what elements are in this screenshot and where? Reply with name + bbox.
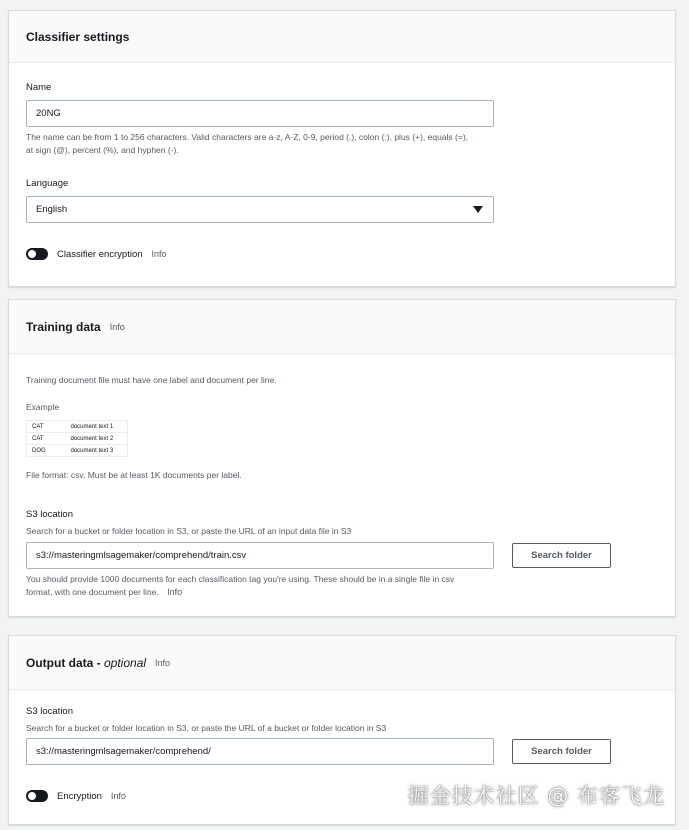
name-label: Name bbox=[26, 82, 52, 93]
training-search-folder-button[interactable]: Search folder bbox=[512, 543, 611, 568]
table-row bbox=[27, 421, 128, 433]
table-row bbox=[27, 433, 128, 445]
output-s3-label: S3 location bbox=[26, 706, 74, 717]
training-s3-note-info-link[interactable]: Info bbox=[167, 587, 183, 597]
output-data-title bbox=[26, 656, 146, 670]
training-s3-note-line1: You should provide 1000 documents for each classification tag you're using. These should be in a single file in csv bbox=[26, 574, 455, 584]
output-s3-hint: Search for a bucket or folder location in S3, or paste the URL of a bucket or folder location in S3 bbox=[26, 723, 387, 733]
training-data-description: Training document file must have one label and document per line. bbox=[26, 375, 277, 385]
training-s3-input[interactable]: s3://masteringmlsagemaker/comprehend/train.csv bbox=[26, 542, 494, 569]
training-s3-hint: Search for a bucket or folder location in S3, or paste the URL of an input data file in S3 bbox=[26, 526, 352, 536]
training-s3-note-line2-text: format, with one document per line. bbox=[26, 587, 159, 597]
file-format-text: File format: csv. Must be at least 1K documents per label. bbox=[26, 470, 242, 480]
classifier-settings-title: Classifier settings bbox=[26, 29, 130, 44]
name-hint-line1: The name can be from 1 to 256 characters. Valid characters are a-z, A-Z, 0-9, period (.), colon (:), plus (+), equals (=), bbox=[26, 132, 469, 142]
classifier-encryption-label: Classifier encryption bbox=[57, 248, 143, 260]
training-data-panel bbox=[8, 299, 676, 617]
output-data-header bbox=[9, 636, 675, 690]
output-data-title-main: Output data - bbox=[26, 655, 104, 670]
example-cell-label: CAT bbox=[27, 433, 66, 445]
language-selected-value: English bbox=[36, 204, 68, 215]
classifier-settings-header bbox=[9, 11, 675, 63]
example-cell-label: CAT bbox=[27, 421, 66, 433]
caret-down-icon bbox=[473, 206, 483, 213]
training-s3-label: S3 location bbox=[26, 509, 74, 520]
classifier-settings-panel bbox=[8, 10, 676, 287]
name-hint-line2: at sign (@), percent (%), and hyphen (-). bbox=[26, 145, 179, 155]
name-input[interactable]: 20NG bbox=[26, 100, 494, 127]
example-table bbox=[26, 420, 128, 457]
output-data-info-link[interactable]: Info bbox=[155, 657, 171, 668]
language-label: Language bbox=[26, 178, 69, 189]
output-encryption-label: Encryption bbox=[57, 790, 102, 802]
training-data-title: Training data bbox=[26, 319, 101, 334]
classifier-encryption-row bbox=[26, 248, 167, 260]
classifier-encryption-toggle[interactable] bbox=[26, 248, 48, 260]
example-label: Example bbox=[26, 402, 60, 412]
classifier-encryption-info-link[interactable]: Info bbox=[151, 249, 167, 259]
language-select[interactable] bbox=[26, 196, 494, 223]
example-cell-text: document text 3 bbox=[66, 445, 128, 457]
training-data-info-link[interactable]: Info bbox=[109, 321, 125, 332]
watermark-text: 掘金技术社区 @ 布客飞龙 bbox=[407, 784, 665, 808]
output-data-title-optional: optional bbox=[104, 655, 147, 670]
table-row bbox=[27, 445, 128, 457]
training-data-header bbox=[9, 300, 675, 354]
example-cell-text: document text 2 bbox=[66, 433, 128, 445]
output-encryption-row bbox=[26, 790, 126, 802]
training-s3-note-line2 bbox=[26, 586, 182, 599]
example-cell-text: document text 1 bbox=[66, 421, 128, 433]
output-encryption-info-link[interactable]: Info bbox=[110, 791, 126, 801]
example-cell-label: DOG bbox=[27, 445, 66, 457]
output-search-folder-button[interactable]: Search folder bbox=[512, 739, 611, 764]
output-encryption-toggle[interactable] bbox=[26, 790, 48, 802]
output-s3-input[interactable]: s3://masteringmlsagemaker/comprehend/ bbox=[26, 738, 494, 765]
